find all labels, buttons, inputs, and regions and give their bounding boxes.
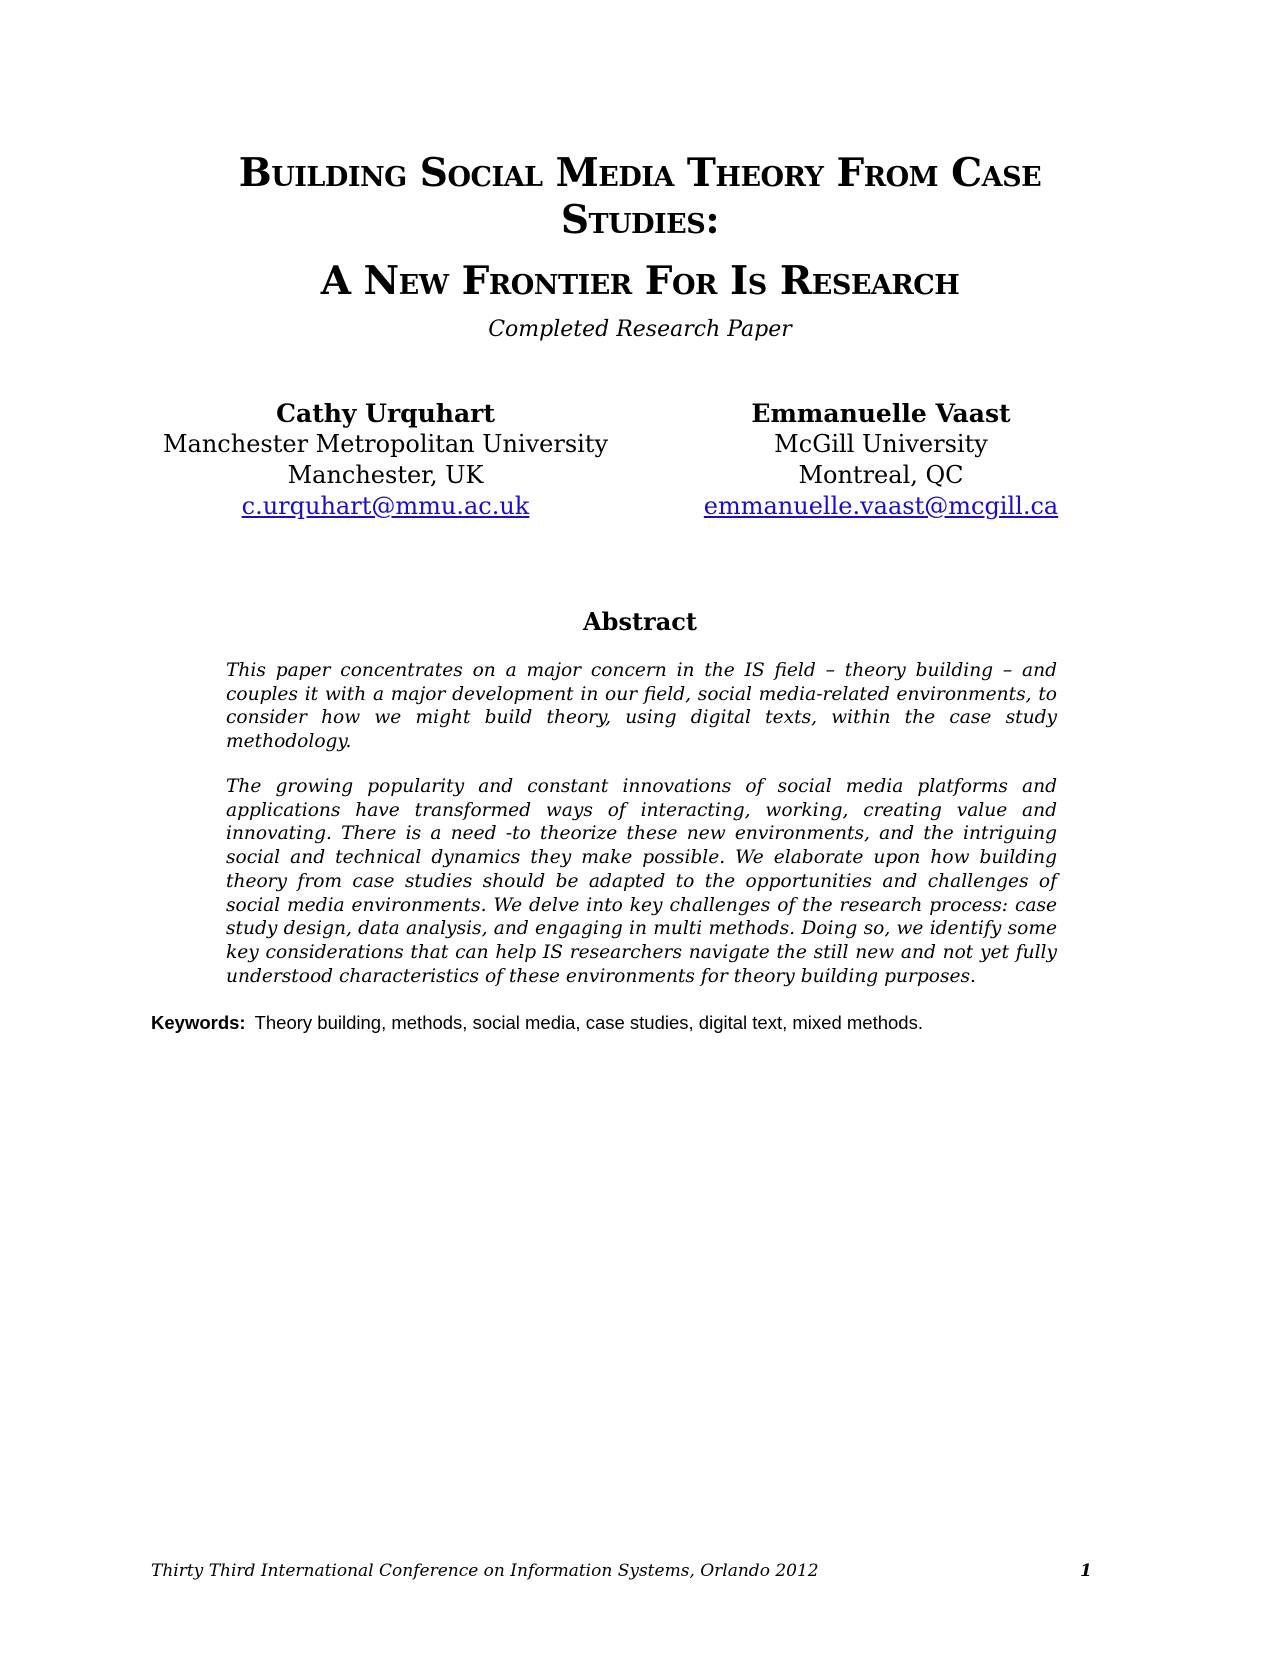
author-name: Emmanuelle Vaast bbox=[751, 399, 1011, 428]
author-affiliation: Manchester Metropolitan University bbox=[162, 430, 609, 458]
page-number: 1 bbox=[1080, 1561, 1092, 1581]
abstract-paragraph-2: The growing popularity and constant innovations of social media platforms and applications have transformed ways of interacting, working, creating value and innovating. There is a need -to theorize these new environments, and the intriguing social and technical dynamics they make possible. We elaborate upon how building theory from case studies should be adapted to the opportunities and challenges of social media environments. We delve into key challenges of the research process: case study design, data analysis, and engaging in multi methods. Doing so, we identify some key considerations that can help IS researchers navigate the still new and not yet fully understood characteristics of these environments for theory building purposes. bbox=[226, 776, 1057, 987]
footer-conference: Thirty Third International Conference on Information Systems, Orlando 2012 bbox=[151, 1561, 819, 1581]
author-name: Cathy Urquhart bbox=[276, 399, 495, 428]
keywords-label: Keywords: bbox=[151, 1012, 246, 1033]
keywords-text: Theory building, methods, social media, case studies, digital text, mixed methods. bbox=[254, 1012, 923, 1033]
author-email-link[interactable]: c.urquhart@mmu.ac.uk bbox=[241, 492, 530, 520]
author-block-2 bbox=[700, 398, 1062, 522]
abstract-heading: Abstract bbox=[583, 607, 697, 636]
author-email-link[interactable]: emmanuelle.vaast@mcgill.ca bbox=[703, 492, 1059, 520]
paper-subtitle-heading: A New Frontier For Is Research bbox=[320, 258, 960, 304]
abstract-paragraph-1: This paper concentrates on a major concern in the IS field – theory building – and couples it with a major development in our field, social media-related environments, to consider how we might build theory, using digital texts, within the case study methodology. bbox=[226, 660, 1057, 753]
paper-type: Completed Research Paper bbox=[488, 317, 792, 342]
author-affiliation: McGill University bbox=[774, 430, 988, 458]
keywords-line bbox=[151, 1011, 923, 1035]
author-block-1 bbox=[158, 398, 613, 522]
author-location: Manchester, UK bbox=[287, 461, 484, 489]
paper-title-line-1: Building Social Media Theory From Case bbox=[238, 150, 1042, 196]
paper-title-line-2: Studies: bbox=[560, 197, 720, 243]
author-location: Montreal, QC bbox=[798, 461, 964, 489]
